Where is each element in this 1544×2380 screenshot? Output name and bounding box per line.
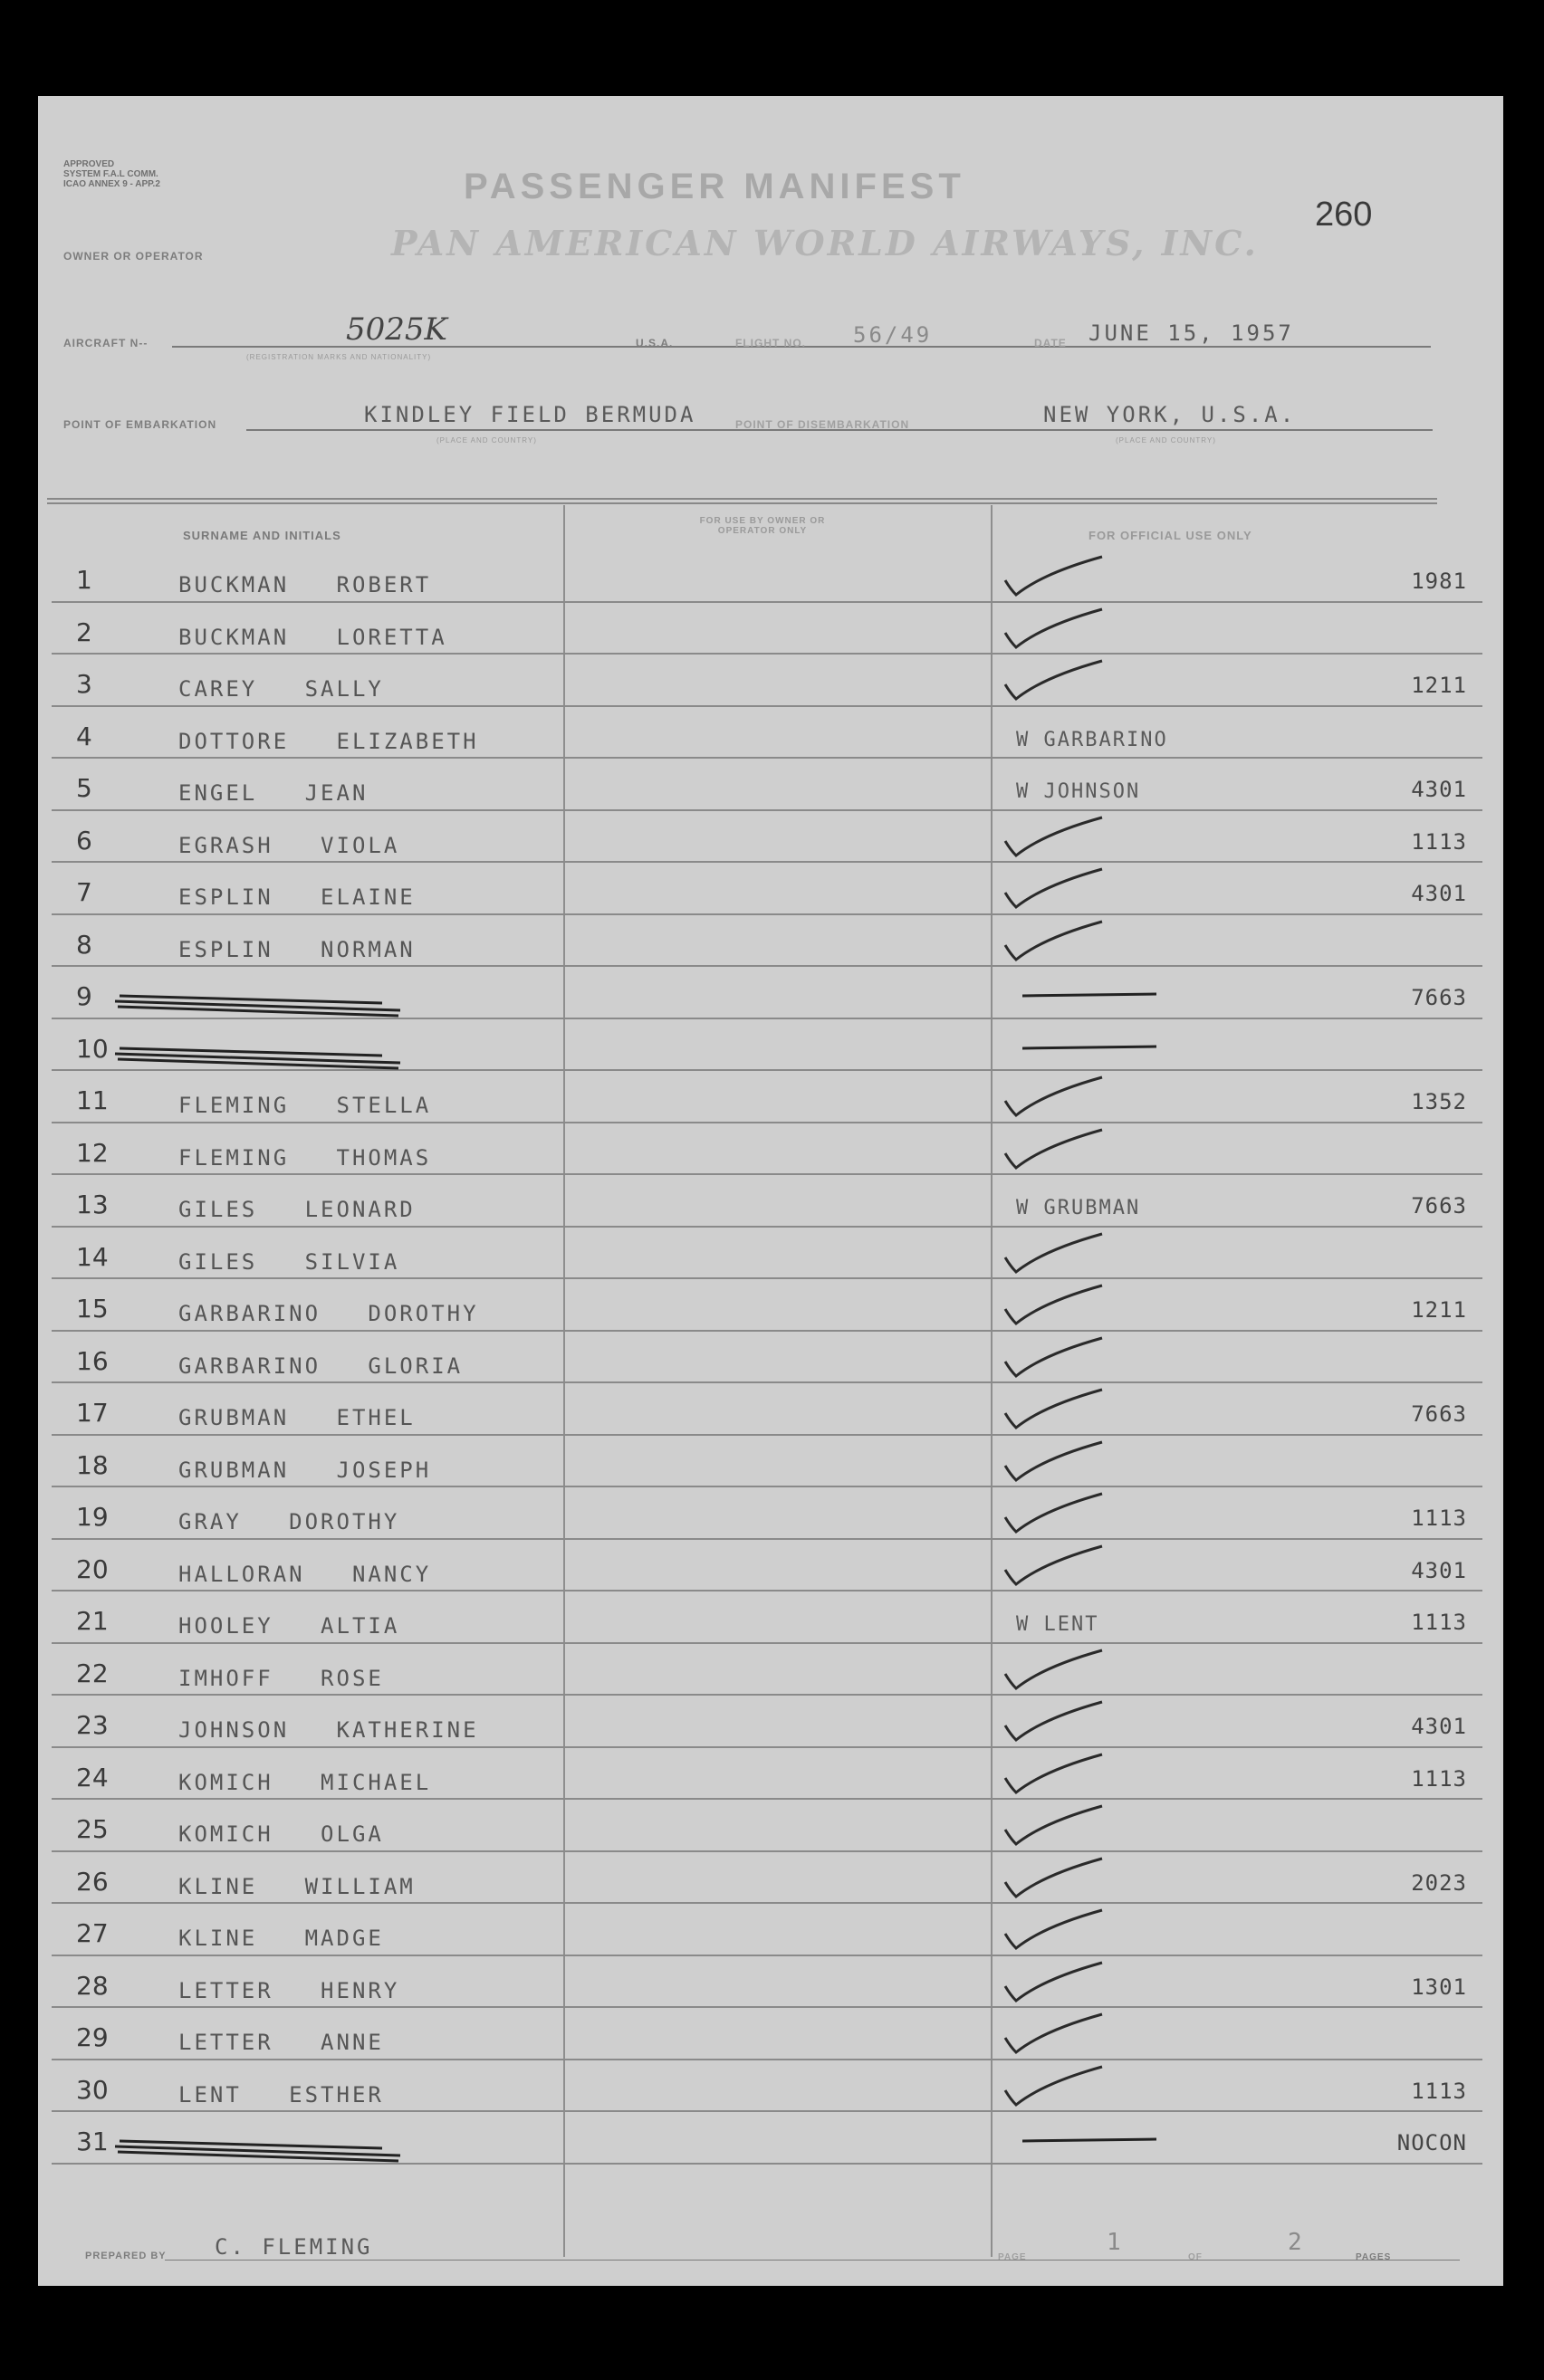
official-code: 7663 (1411, 1193, 1467, 1219)
manifest-sheet (38, 96, 1503, 2286)
row-rule (52, 1173, 1482, 1175)
of-value: 2 (1288, 2229, 1305, 2256)
airline-name: PAN AMERICAN WORLD AIRWAYS, INC. (391, 223, 1259, 263)
row-rule (52, 1955, 1482, 1956)
surname-column-header: SURNAME AND INITIALS (183, 529, 341, 542)
row-number: 20 (76, 1553, 109, 1584)
official-code: 4301 (1411, 1714, 1467, 1739)
row-number: 12 (76, 1137, 109, 1168)
official-column-header: FOR OFFICIAL USE ONLY (1088, 529, 1252, 542)
checkmark-icon (998, 1230, 1116, 1276)
passenger-name: ESPLIN ELAINE (178, 884, 416, 910)
checkmark-icon (998, 1543, 1116, 1588)
row-rule (52, 1381, 1482, 1383)
checkmark-icon (998, 1855, 1116, 1900)
passenger-name: LETTER HENRY (178, 1977, 400, 2003)
passenger-name: LENT ESTHER (178, 2081, 384, 2108)
official-code: 1113 (1411, 1505, 1467, 1531)
official-note: W LENT (1016, 1613, 1099, 1636)
disembarkation-value: NEW YORK, U.S.A. (1043, 402, 1297, 427)
row-rule (52, 1538, 1482, 1540)
row-number: 29 (76, 2022, 109, 2052)
official-code: 2023 (1411, 1869, 1467, 1896)
date-value: JUNE 15, 1957 (1088, 320, 1294, 346)
row-number: 27 (76, 1918, 109, 1948)
row-number: 13 (76, 1190, 109, 1219)
passenger-name: KOMICH MICHAEL (178, 1769, 432, 1795)
passenger-name: GRUBMAN JOSEPH (178, 1457, 432, 1483)
row-number: 14 (76, 1241, 109, 1272)
passenger-name: LETTER ANNE (178, 2030, 384, 2055)
pages-label: PAGES (1356, 2252, 1392, 2262)
checkmark-icon (998, 865, 1116, 911)
checkmark-icon (998, 606, 1116, 651)
aircraft-value: 5025K (346, 311, 447, 348)
official-code: 7663 (1411, 985, 1467, 1010)
row-rule (52, 1434, 1482, 1436)
official-code: 1211 (1411, 673, 1467, 698)
row-rule (52, 1122, 1482, 1123)
passenger-name: DOTTORE ELIZABETH (178, 728, 479, 754)
row-rule (52, 1590, 1482, 1591)
row-rule (52, 1694, 1482, 1696)
official-code: 1211 (1411, 1297, 1467, 1323)
row-rule (52, 601, 1482, 603)
checkmark-icon (998, 553, 1116, 598)
approval-line: SYSTEM F.A.L COMM. (63, 169, 158, 179)
row-number: 4 (76, 721, 92, 751)
passenger-name: BUCKMAN LORETTA (178, 624, 447, 650)
checkmark-icon (998, 657, 1116, 703)
checkmark-icon (998, 1907, 1116, 1952)
row-rule (52, 705, 1482, 707)
passenger-name: JOHNSON KATHERINE (178, 1717, 479, 1743)
checkmark-icon (998, 1802, 1116, 1848)
disembarkation-sublabel: (PLACE AND COUNTRY) (1116, 436, 1216, 444)
row-number: 5 (76, 773, 92, 803)
disembarkation-label: POINT OF DISEMBARKATION (735, 418, 910, 431)
official-note: W GARBARINO (1016, 728, 1168, 751)
prepared-value: C. FLEMING (215, 2234, 373, 2260)
embarkation-sublabel: (PLACE AND COUNTRY) (436, 436, 537, 444)
row-number: 25 (76, 1814, 109, 1844)
official-code: 7663 (1411, 1401, 1467, 1427)
official-note: W GRUBMAN (1016, 1197, 1141, 1219)
of-label: OF (1188, 2252, 1203, 2262)
official-code: 1113 (1411, 1610, 1467, 1635)
row-number: 10 (76, 1033, 109, 1064)
checkmark-icon (998, 1074, 1116, 1119)
row-number: 6 (76, 825, 92, 855)
official-code: NOCON (1396, 2130, 1467, 2155)
official-code: 1301 (1411, 1974, 1467, 2000)
passenger-name: KLINE WILLIAM (178, 1873, 416, 1899)
row-rule (52, 757, 1482, 759)
row-rule (52, 965, 1482, 967)
checkmark-icon (998, 1386, 1116, 1431)
passenger-name: ENGEL JEAN (178, 780, 369, 806)
embarkation-value: KINDLEY FIELD BERMUDA (364, 402, 696, 427)
passenger-name: GRAY DOROTHY (178, 1509, 400, 1534)
row-number: 2 (76, 617, 92, 647)
checkmark-icon (998, 1126, 1116, 1171)
passenger-name: BUCKMAN ROBERT (178, 572, 432, 597)
row-number: 9 (76, 981, 92, 1011)
checkmark-icon (998, 918, 1116, 963)
row-rule (52, 1798, 1482, 1800)
passenger-name: IMHOFF ROSE (178, 1665, 384, 1691)
owner-label: OWNER OR OPERATOR (63, 250, 204, 263)
row-rule (52, 653, 1482, 655)
row-rule (52, 2006, 1482, 2008)
checkmark-icon (998, 1647, 1116, 1692)
checkmark-icon (998, 2063, 1116, 2108)
checkmark-icon (998, 814, 1116, 859)
row-number: 31 (76, 2127, 109, 2156)
approval-line: APPROVED (63, 159, 115, 169)
row-rule (52, 1226, 1482, 1228)
row-number: 3 (76, 669, 92, 699)
row-number: 21 (76, 1606, 109, 1636)
passenger-name: KOMICH OLGA (178, 1821, 384, 1847)
row-rule (52, 1902, 1482, 1904)
row-number: 18 (76, 1449, 109, 1480)
row-number: 28 (76, 1970, 109, 2001)
flight-label: FLIGHT NO. (735, 337, 806, 349)
row-number: 1 (76, 565, 92, 595)
row-number: 19 (76, 1502, 109, 1532)
row-number: 23 (76, 1710, 109, 1740)
passenger-name: GILES SILVIA (178, 1248, 400, 1275)
strikeout-scribble (110, 976, 409, 1021)
row-rule (52, 1642, 1482, 1644)
page-value: 1 (1107, 2229, 1124, 2256)
approval-line: ICAO ANNEX 9 - APP.2 (63, 179, 160, 189)
row-rule (52, 2110, 1482, 2112)
dash-mark (1021, 987, 1165, 1005)
page-label: PAGE (998, 2252, 1027, 2262)
checkmark-icon (998, 1490, 1116, 1535)
row-rule (52, 913, 1482, 915)
prepared-label: PREPARED BY (85, 2251, 167, 2261)
passenger-name: GRUBMAN ETHEL (178, 1405, 416, 1430)
dash-mark (1021, 1039, 1165, 1057)
embarkation-label: POINT OF EMBARKATION (63, 418, 217, 431)
passenger-name: HOOLEY ALTIA (178, 1613, 400, 1639)
checkmark-icon (998, 1282, 1116, 1327)
checkmark-icon (998, 1439, 1116, 1484)
footer-underline (165, 2260, 1460, 2261)
passenger-name: GARBARINO GLORIA (178, 1352, 464, 1379)
official-note: W JOHNSON (1016, 780, 1141, 803)
page-number: 260 (1315, 196, 1373, 234)
checkmark-icon (998, 2011, 1116, 2056)
aircraft-label: AIRCRAFT N-- (63, 337, 149, 349)
table-top-rule (47, 498, 1437, 504)
passenger-name: FLEMING THOMAS (178, 1144, 432, 1171)
official-code: 1352 (1411, 1089, 1467, 1114)
passenger-name: CAREY SALLY (178, 676, 384, 702)
usa-label: U.S.A. (636, 337, 674, 349)
official-code: 4301 (1411, 881, 1467, 906)
row-number: 26 (76, 1866, 109, 1897)
manifest-title: PASSENGER MANIFEST (464, 167, 965, 206)
passenger-name: GILES LEONARD (178, 1197, 416, 1222)
checkmark-icon (998, 1334, 1116, 1380)
row-rule (52, 1486, 1482, 1487)
row-number: 16 (76, 1345, 109, 1376)
row-number: 17 (76, 1398, 109, 1428)
strikeout-scribble (110, 1028, 409, 1074)
row-number: 24 (76, 1762, 109, 1792)
official-code: 1113 (1411, 828, 1467, 855)
official-code: 4301 (1411, 1557, 1467, 1583)
date-label: DATE (1034, 337, 1067, 349)
passenger-name: ESPLIN NORMAN (178, 936, 416, 962)
row-number: 15 (76, 1294, 109, 1324)
official-code: 1113 (1411, 2078, 1467, 2104)
flight-value: 56/49 (853, 322, 933, 348)
row-number: 8 (76, 929, 92, 960)
passenger-name: KLINE MADGE (178, 1926, 384, 1951)
aircraft-sublabel: (REGISTRATION MARKS AND NATIONALITY) (246, 353, 432, 361)
checkmark-icon (998, 1959, 1116, 2004)
strikeout-scribble (110, 2121, 409, 2166)
row-number: 11 (76, 1085, 109, 1115)
row-rule (52, 861, 1482, 863)
row-rule (52, 1746, 1482, 1748)
passenger-name: EGRASH VIOLA (178, 832, 400, 858)
passenger-name: GARBARINO DOROTHY (178, 1301, 479, 1326)
passenger-name: FLEMING STELLA (178, 1093, 432, 1118)
passenger-name: HALLORAN NANCY (178, 1561, 432, 1587)
row-rule (52, 1850, 1482, 1852)
row-rule (52, 2059, 1482, 2060)
approval-note (63, 159, 160, 189)
official-code: 1981 (1411, 569, 1467, 594)
row-rule (52, 1330, 1482, 1332)
official-code: 4301 (1411, 777, 1467, 802)
operator-column-header: FOR USE BY OWNER OR OPERATOR ONLY (699, 516, 826, 536)
official-code: 1113 (1411, 1765, 1467, 1792)
checkmark-icon (998, 1751, 1116, 1796)
checkmark-icon (998, 1698, 1116, 1744)
row-number: 7 (76, 877, 92, 907)
row-number: 22 (76, 1658, 109, 1688)
row-rule (52, 1277, 1482, 1279)
dash-mark (1021, 2132, 1165, 2150)
row-rule (52, 809, 1482, 811)
row-number: 30 (76, 2074, 109, 2105)
